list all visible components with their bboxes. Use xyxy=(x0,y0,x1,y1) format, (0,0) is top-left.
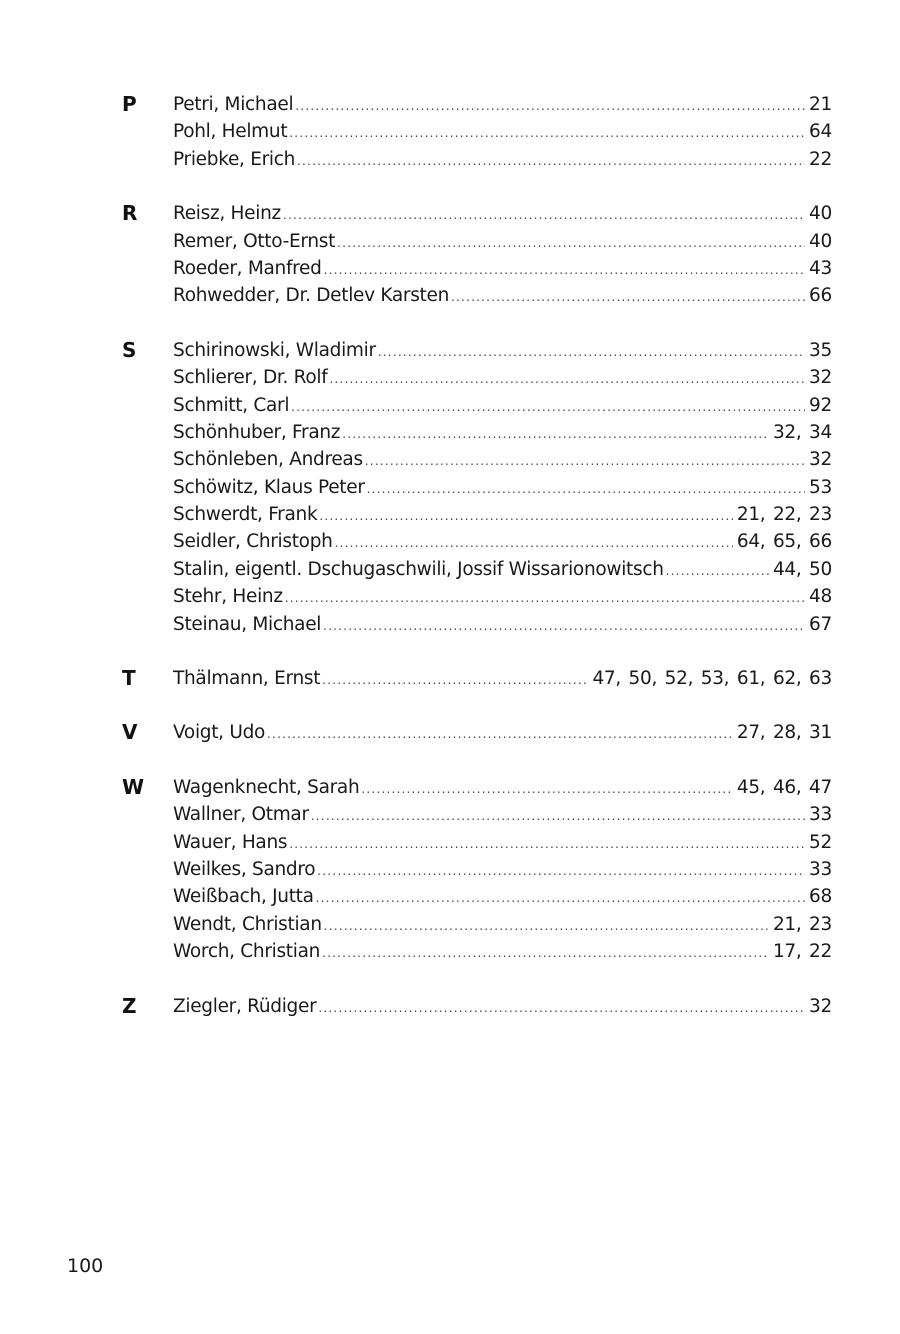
index-group-s xyxy=(122,337,832,638)
dot-leader xyxy=(666,558,769,585)
entry-pages: 32, 34 xyxy=(772,421,832,443)
index-entry xyxy=(173,993,832,1020)
dot-leader xyxy=(311,803,805,830)
entry-name: Schlierer, Dr. Rolf xyxy=(173,367,328,389)
entry-pages: 33 xyxy=(809,804,832,826)
entry-pages: 32 xyxy=(809,449,832,471)
index-entry xyxy=(173,255,832,282)
entry-pages: 52 xyxy=(809,831,832,853)
index-group-r xyxy=(122,200,832,310)
index-entry xyxy=(173,774,832,801)
dot-leader xyxy=(322,667,588,694)
dot-leader xyxy=(378,339,805,366)
dot-leader xyxy=(267,721,733,748)
dot-leader xyxy=(317,858,805,885)
index-entry xyxy=(173,228,832,255)
dot-leader xyxy=(297,148,805,175)
dot-leader xyxy=(295,93,805,120)
entry-name: Schwerdt, Frank xyxy=(173,504,318,526)
dot-leader xyxy=(361,776,732,803)
dot-leader xyxy=(291,394,805,421)
index-letter: V xyxy=(122,720,138,745)
index-entries xyxy=(173,719,832,746)
entry-pages: 33 xyxy=(809,858,832,880)
entry-pages: 32 xyxy=(809,995,832,1017)
index-letter: Z xyxy=(122,993,137,1018)
entry-pages: 27, 28, 31 xyxy=(736,722,832,744)
entry-pages: 47, 50, 52, 53, 61, 62, 63 xyxy=(592,668,832,690)
index-letter: W xyxy=(122,774,145,799)
dot-leader xyxy=(335,530,733,557)
dot-leader xyxy=(365,448,805,475)
index-letter: S xyxy=(122,337,137,362)
dot-leader xyxy=(324,913,769,940)
dot-leader xyxy=(285,585,805,612)
entry-name: Stalin, eigentl. Dschugaschwili, Jossif Wissarionowitsch xyxy=(173,558,664,580)
index-entry xyxy=(173,883,832,910)
entry-name: Steinau, Michael xyxy=(173,613,322,635)
dot-leader xyxy=(337,230,805,257)
entry-name: Schirinowski, Wladimir xyxy=(173,339,376,361)
entry-pages: 40 xyxy=(809,203,832,225)
index-entry xyxy=(173,911,832,938)
name-index xyxy=(122,91,832,1047)
dot-leader xyxy=(289,831,805,858)
entry-pages: 35 xyxy=(809,339,832,361)
entry-name: Schöwitz, Klaus Peter xyxy=(173,476,365,498)
index-group-w xyxy=(122,774,832,966)
dot-leader xyxy=(316,885,805,912)
index-entry xyxy=(173,200,832,227)
index-entry xyxy=(173,474,832,501)
index-letter: P xyxy=(122,92,137,116)
entry-name: Remer, Otto-Ernst xyxy=(173,230,336,252)
entry-pages: 64 xyxy=(809,121,832,143)
index-entry xyxy=(173,801,832,828)
entry-name: Wendt, Christian xyxy=(173,913,322,935)
entry-name: Wagenknecht, Sarah xyxy=(173,776,360,798)
entry-name: Voigt, Udo xyxy=(173,722,266,744)
index-entry xyxy=(173,91,832,118)
index-entry xyxy=(173,583,832,610)
index-entry xyxy=(173,856,832,883)
entry-name: Schönleben, Andreas xyxy=(173,449,363,471)
entry-pages: 66 xyxy=(809,285,832,307)
index-entry xyxy=(173,501,832,528)
entry-pages: 67 xyxy=(809,613,832,635)
entry-pages: 17, 22 xyxy=(772,941,832,963)
entry-pages: 22 xyxy=(809,148,832,170)
entry-pages: 68 xyxy=(809,886,832,908)
index-entry xyxy=(173,719,832,746)
entry-name: Stehr, Heinz xyxy=(173,586,283,608)
index-entry xyxy=(173,829,832,856)
dot-leader xyxy=(319,503,732,530)
index-group-t xyxy=(122,665,832,692)
index-group-p xyxy=(122,91,832,173)
entry-name: Roeder, Manfred xyxy=(173,257,322,279)
entry-pages: 44, 50 xyxy=(772,558,832,580)
entry-pages: 43 xyxy=(809,257,832,279)
index-entries xyxy=(173,200,832,310)
entry-name: Weißbach, Jutta xyxy=(173,886,314,908)
entry-pages: 53 xyxy=(809,476,832,498)
dot-leader xyxy=(342,421,769,448)
entry-name: Priebke, Erich xyxy=(173,148,296,170)
entry-name: Rohwedder, Dr. Detlev Karsten xyxy=(173,285,450,307)
dot-leader xyxy=(318,995,805,1022)
index-entries xyxy=(173,774,832,966)
entry-pages: 21 xyxy=(809,94,832,115)
index-entry xyxy=(173,146,832,173)
index-entry xyxy=(173,282,832,309)
index-entry xyxy=(173,419,832,446)
entry-pages: 21, 23 xyxy=(772,913,832,935)
index-group-z xyxy=(122,993,832,1020)
index-entry xyxy=(173,364,832,391)
entry-name: Wallner, Otmar xyxy=(173,804,309,826)
index-entry xyxy=(173,528,832,555)
entry-name: Schmitt, Carl xyxy=(173,394,290,416)
entry-pages: 32 xyxy=(809,367,832,389)
dot-leader xyxy=(329,366,805,393)
entry-pages: 21, 22, 23 xyxy=(736,504,832,526)
index-letter: R xyxy=(122,201,138,226)
entry-pages: 40 xyxy=(809,230,832,252)
dot-leader xyxy=(323,613,805,640)
index-entry xyxy=(173,118,832,145)
entry-pages: 64, 65, 66 xyxy=(736,531,832,553)
index-entry xyxy=(173,611,832,638)
index-entries xyxy=(173,91,832,173)
entry-pages: 48 xyxy=(809,586,832,608)
dot-leader xyxy=(322,940,769,967)
entry-pages: 45, 46, 47 xyxy=(736,776,832,798)
entry-name: Seidler, Christoph xyxy=(173,531,333,553)
entry-name: Worch, Christian xyxy=(173,941,321,963)
dot-leader xyxy=(324,257,805,284)
index-entries xyxy=(173,665,832,692)
index-entry xyxy=(173,938,832,965)
dot-leader xyxy=(451,284,805,311)
index-entry xyxy=(173,446,832,473)
entry-name: Pohl, Helmut xyxy=(173,121,288,143)
page-number: 100 xyxy=(67,1255,104,1277)
entry-name: Wauer, Hans xyxy=(173,831,288,853)
index-entries xyxy=(173,993,832,1020)
entry-name: Weilkes, Sandro xyxy=(173,858,316,880)
entry-name: Ziegler, Rüdiger xyxy=(173,995,317,1017)
dot-leader xyxy=(289,120,805,147)
entry-name: Petri, Michael xyxy=(173,94,294,115)
index-group-v xyxy=(122,719,832,746)
index-entry xyxy=(173,392,832,419)
index-letter: T xyxy=(122,666,136,691)
index-entries xyxy=(173,337,832,638)
index-entry xyxy=(173,665,832,692)
index-entry xyxy=(173,556,832,583)
dot-leader xyxy=(367,476,805,503)
entry-name: Reisz, Heinz xyxy=(173,203,281,225)
index-entry xyxy=(173,337,832,364)
dot-leader xyxy=(283,202,805,229)
entry-name: Thälmann, Ernst xyxy=(173,668,321,690)
entry-name: Schönhuber, Franz xyxy=(173,421,341,443)
entry-pages: 92 xyxy=(809,394,832,416)
